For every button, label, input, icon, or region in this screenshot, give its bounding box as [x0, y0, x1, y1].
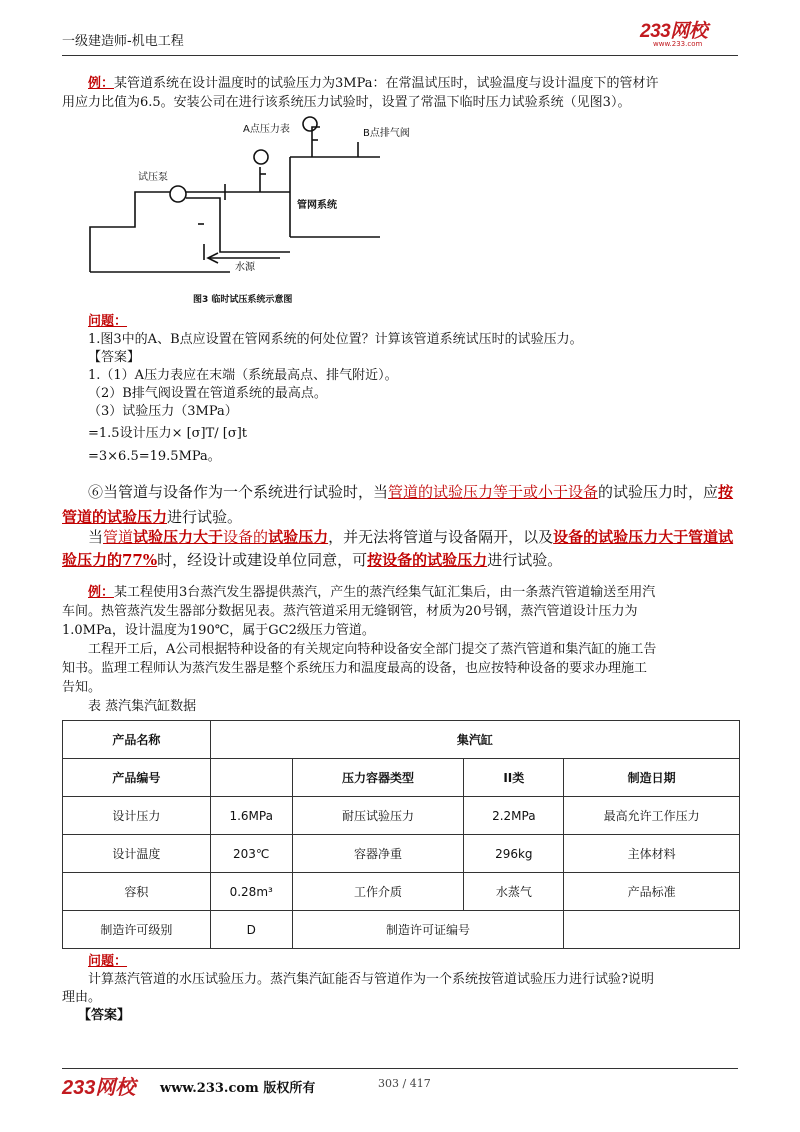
brand-logo-url: www.233.com [653, 40, 703, 48]
rule-paragraph-2-cont: 验压力的77%时，经设计或建设单位同意，可按设备的试验压力进行试验。 [62, 551, 563, 569]
table-cell: 产品名称 [63, 721, 211, 759]
page-number: 303 / 417 [378, 1077, 431, 1090]
example1-label: 例： [88, 76, 115, 91]
table-row [63, 797, 740, 835]
example1-text-line2: 用应力比值为6.5。安装公司在进行该系统压力试验时，设置了常温下临时压力试验系统（见图3）。 [62, 95, 631, 110]
table-cell: 设计温度 [63, 835, 211, 873]
answer1-line3: （3）试验压力（3MPa） [88, 404, 238, 419]
answer1-label: 【答案】 [88, 350, 141, 365]
label-water-source: 水源 [235, 262, 255, 273]
example2-line5: 知书。监理工程师认为蒸汽发生器是整个系统压力和温度最高的设备，也应按特种设备的要求办理施工 [62, 661, 648, 676]
label-test-pump: 试压泵 [138, 172, 168, 183]
table-cell: 296kg [464, 835, 564, 873]
table-cell: 产品编号 [63, 759, 211, 797]
table-cell: 容器净重 [292, 835, 464, 873]
example2-line1: 例：某工程使用3台蒸汽发生器提供蒸汽，产生的蒸汽经集气缸汇集后，由一条蒸汽管道输送至用汽 [88, 585, 656, 600]
example2-line4: 工程开工后，A公司根据特种设备的有关规定向特种设备安全部门提交了蒸汽管道和集汽缸的施工告 [88, 642, 657, 657]
label-pipe-network: 管网系统 [297, 200, 337, 211]
answer1-line5: =3×6.5=19.5MPa。 [88, 449, 221, 464]
table-cell: 耐压试验压力 [292, 797, 464, 835]
document-header-title: 一级建造师-机电工程 [62, 34, 184, 49]
table-cell: 压力容器类型 [292, 759, 464, 797]
table-cell: D [210, 911, 292, 949]
table-cell [210, 759, 292, 797]
vessel-data-table [62, 720, 740, 949]
footer-copyright: www.233.com 版权所有 [160, 1081, 316, 1096]
example2-line3: 1.0MPa，设计温度为190℃，属于GC2级压力管道。 [62, 623, 375, 638]
answer1-line4: =1.5设计压力× [σ]T/ [σ]t [88, 426, 248, 441]
table-cell: 制造日期 [564, 759, 740, 797]
table-cell: 工作介质 [292, 873, 464, 911]
rule-paragraph-1: ⑥当管道与设备作为一个系统进行试验时，当管道的试验压力等于或小于设备的试验压力时，应按 [88, 483, 734, 501]
label-gauge-a: A点压力表 [243, 124, 290, 135]
table-row [63, 759, 740, 797]
question2-line1: 计算蒸汽管道的水压试验压力。蒸汽集汽缸能否与管道作为一个系统按管道试验压力进行试验?说明 [88, 972, 654, 987]
table-cell: 最高允许工作压力 [564, 797, 740, 835]
table-cell: 制造许可证编号 [292, 911, 564, 949]
answer1-line2: （2）B排气阀设置在管道系统的最高点。 [88, 386, 327, 401]
table-cell: 1.6MPa [210, 797, 292, 835]
example1-line1 [88, 75, 748, 93]
question1-label: 问题： [88, 314, 128, 329]
table-cell: 0.28m³ [210, 873, 292, 911]
table-cell: 设计压力 [63, 797, 211, 835]
answer2-label: 【答案】 [78, 1008, 131, 1023]
table-cell: 制造许可级别 [63, 911, 211, 949]
table-row [63, 873, 740, 911]
question2-line2: 理由。 [62, 990, 102, 1005]
footer-divider [62, 1068, 738, 1069]
rule-paragraph-1-cont: 管道的试验压力进行试验。 [62, 508, 243, 526]
table-cell [564, 911, 740, 949]
example1-text-line1: 某管道系统在设计温度时的试验压力为3MPa：在常温试压时，试验温度与设计温度下的管材许 [114, 76, 659, 91]
footer-logo: 233网校 [62, 1077, 136, 1099]
table-row [63, 835, 740, 873]
pressure-test-diagram [80, 112, 410, 312]
question1-text: 1.图3中的A、B点应设置在管网系统的何处位置？计算该管道系统试压时的试验压力。 [88, 332, 583, 347]
header-divider [62, 55, 738, 56]
table-row [63, 911, 740, 949]
table-cell: 集汽缸 [210, 721, 739, 759]
example2-line6: 告知。 [62, 680, 102, 695]
rule-paragraph-2: 当管道试验压力大于设备的试验压力，并无法将管道与设备隔开，以及设备的试验压力大于管道试 [88, 528, 734, 546]
answer1-line1: 1.（1）A压力表应在末端（系统最高点、排气附近）。 [88, 368, 398, 383]
question2-label: 问题： [88, 954, 128, 969]
table-cell: 产品标准 [564, 873, 740, 911]
table-cell: II类 [464, 759, 564, 797]
table-row [63, 721, 740, 759]
table-cell: 容积 [63, 873, 211, 911]
label-vent-b: B点排气阀 [363, 128, 410, 139]
table-cell: 2.2MPa [464, 797, 564, 835]
example2-line2: 车间。热管蒸汽发生器部分数据见表。蒸汽管道采用无缝钢管，材质为20号钢，蒸汽管道设计压力为 [62, 604, 638, 619]
table-cell: 主体材料 [564, 835, 740, 873]
figure-caption: 图3 临时试压系统示意图 [193, 295, 293, 305]
table-cell: 203℃ [210, 835, 292, 873]
brand-logo: 233网校 [640, 21, 708, 42]
table-cell: 水蒸气 [464, 873, 564, 911]
table-title: 表 蒸汽集汽缸数据 [88, 699, 197, 714]
